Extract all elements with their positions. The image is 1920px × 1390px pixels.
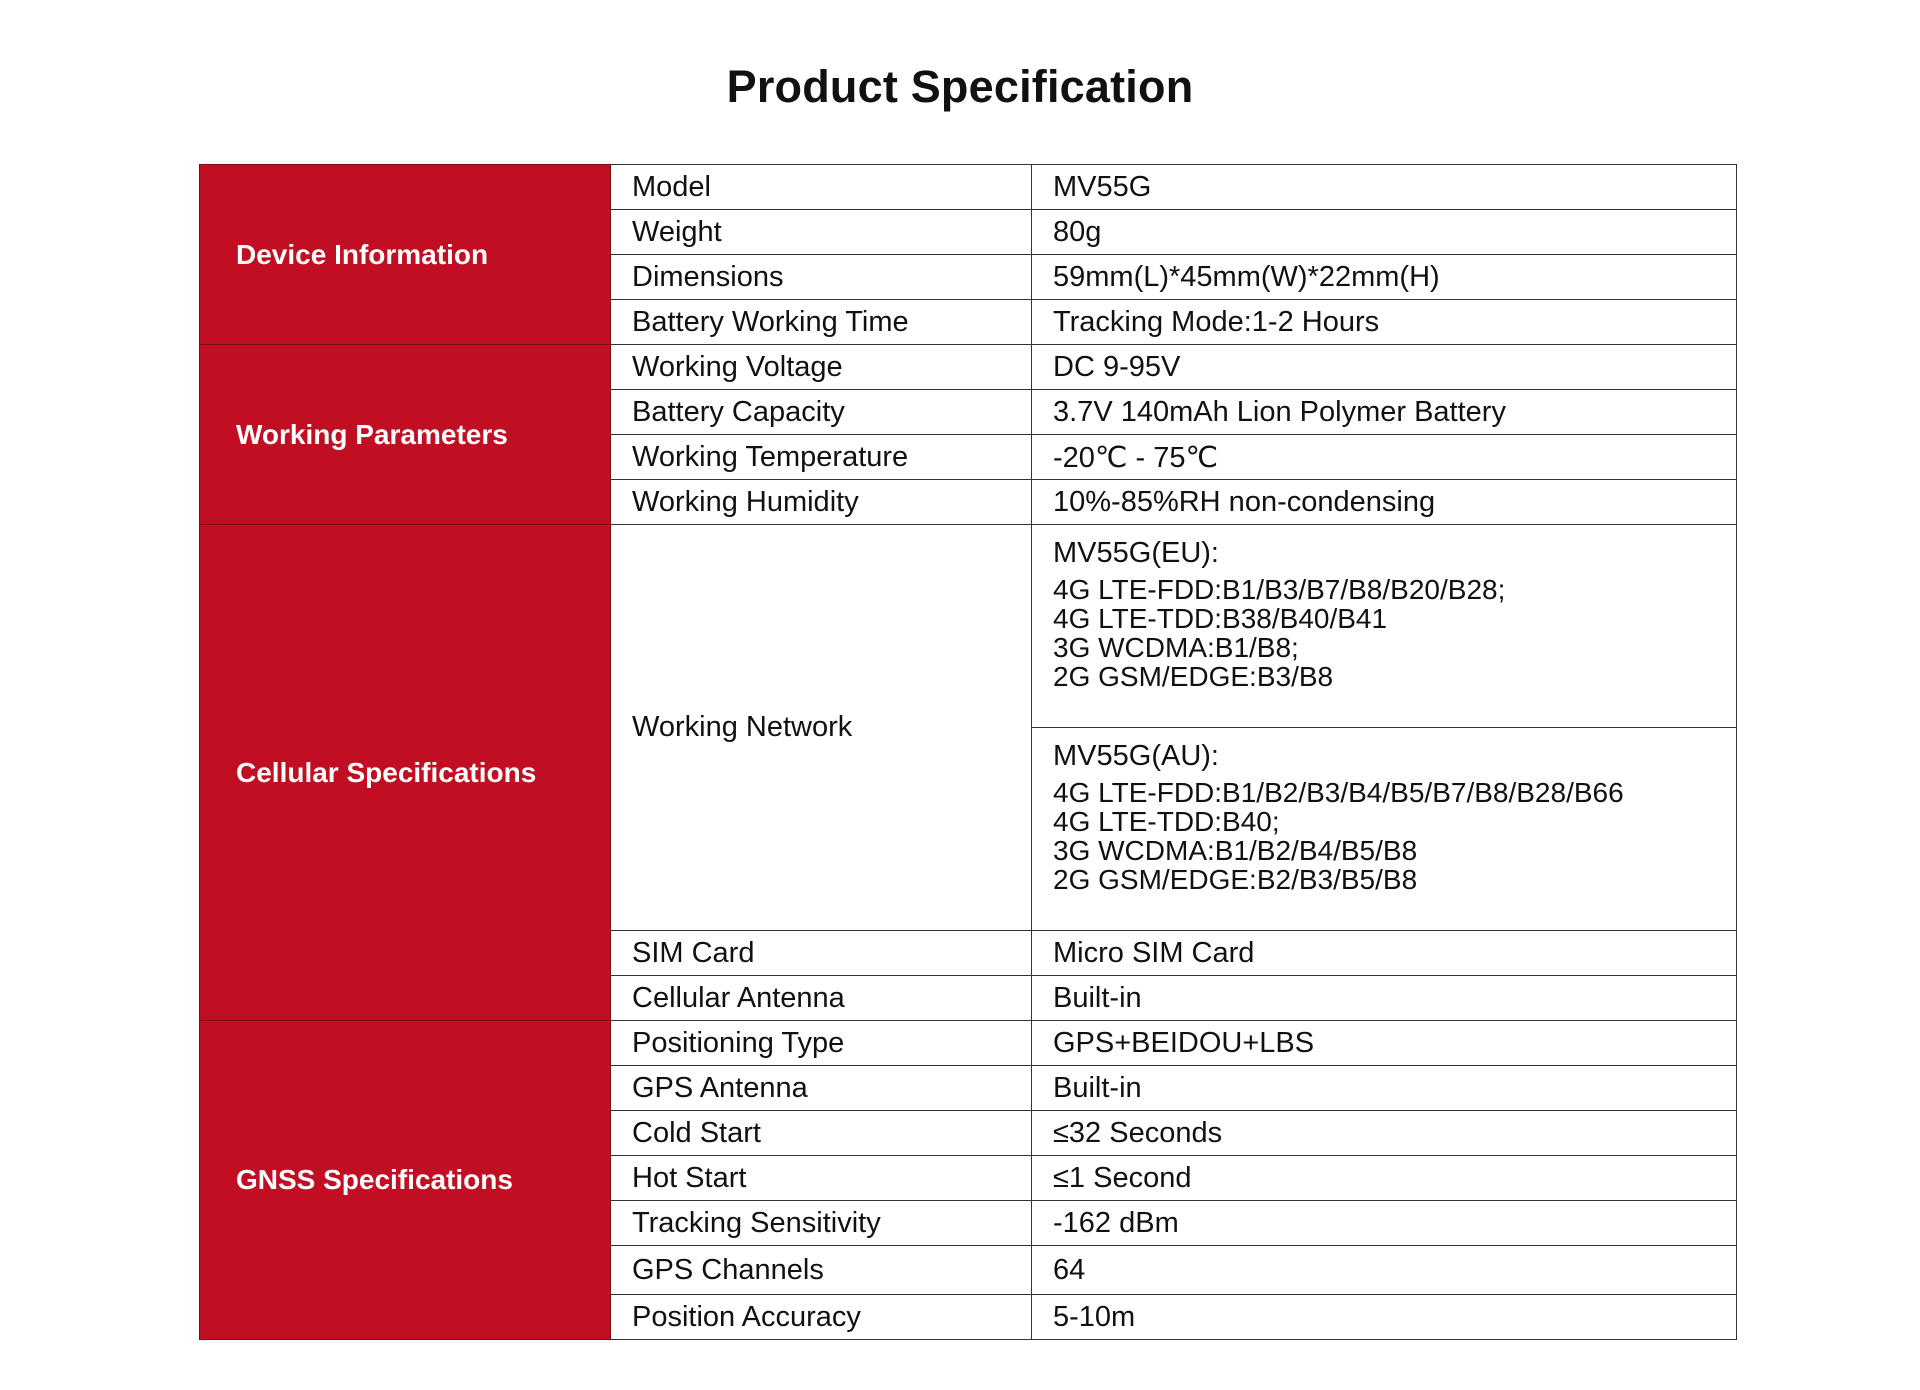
spec-label: Positioning Type — [611, 1021, 1032, 1066]
network-eu-line: 2G GSM/EDGE:B3/B8 — [1053, 661, 1334, 692]
spec-label: SIM Card — [611, 931, 1032, 976]
spec-label: Tracking Sensitivity — [611, 1201, 1032, 1246]
spec-label: Working Humidity — [611, 480, 1032, 525]
spec-label: Cellular Antenna — [611, 976, 1032, 1021]
spec-label: Battery Working Time — [611, 300, 1032, 345]
spec-value: Built-in — [1032, 1066, 1737, 1111]
network-eu-line: 4G LTE-TDD:B38/B40/B41 — [1053, 603, 1388, 634]
spec-value: GPS+BEIDOU+LBS — [1032, 1021, 1737, 1066]
network-au-heading: MV55G(AU): — [1053, 740, 1219, 772]
spec-value: -162 dBm — [1032, 1201, 1737, 1246]
network-au-line: 4G LTE-FDD:B1/B2/B3/B4/B5/B7/B8/B28/B66 — [1053, 777, 1624, 808]
spec-value: 64 — [1032, 1246, 1737, 1295]
network-eu-heading: MV55G(EU): — [1053, 537, 1219, 569]
table-row — [200, 1021, 1737, 1066]
section-cellular-specifications: Cellular Specifications — [200, 525, 611, 1021]
spec-label: Battery Capacity — [611, 390, 1032, 435]
section-working-parameters: Working Parameters — [200, 345, 611, 525]
spec-value: -20℃ - 75℃ — [1032, 435, 1737, 480]
spec-value: Micro SIM Card — [1032, 931, 1737, 976]
spec-label: Hot Start — [611, 1156, 1032, 1201]
spec-label: GPS Channels — [611, 1246, 1032, 1295]
spec-value: 59mm(L)*45mm(W)*22mm(H) — [1032, 255, 1737, 300]
spec-label-working-network: Working Network — [611, 525, 1032, 931]
spec-label: Position Accuracy — [611, 1295, 1032, 1340]
spec-label: Dimensions — [611, 255, 1032, 300]
page-title: Product Specification — [726, 61, 1194, 112]
spec-label: Working Voltage — [611, 345, 1032, 390]
section-device-information: Device Information — [200, 165, 611, 345]
spec-label: Weight — [611, 210, 1032, 255]
table-row — [200, 525, 1737, 728]
spec-value: 80g — [1032, 210, 1737, 255]
spec-value: 10%-85%RH non-condensing — [1032, 480, 1737, 525]
network-eu-line: 3G WCDMA:B1/B8; — [1053, 632, 1299, 663]
network-au-line: 2G GSM/EDGE:B2/B3/B5/B8 — [1053, 864, 1418, 895]
spec-value: MV55G — [1032, 165, 1737, 210]
network-au-cell — [1032, 728, 1737, 931]
spec-value: ≤1 Second — [1032, 1156, 1737, 1201]
spec-value: 5-10m — [1032, 1295, 1737, 1340]
spec-value: Built-in — [1032, 976, 1737, 1021]
spec-value: Tracking Mode:1-2 Hours — [1032, 300, 1737, 345]
network-eu-cell — [1032, 525, 1737, 728]
table-row — [200, 345, 1737, 390]
spec-label: Working Temperature — [611, 435, 1032, 480]
spec-table — [199, 164, 1737, 1340]
spec-label: Model — [611, 165, 1032, 210]
network-eu-line: 4G LTE-FDD:B1/B3/B7/B8/B20/B28; — [1053, 574, 1506, 605]
spec-value: DC 9-95V — [1032, 345, 1737, 390]
network-au-line: 4G LTE-TDD:B40; — [1053, 806, 1280, 837]
network-au-line: 3G WCDMA:B1/B2/B4/B5/B8 — [1053, 835, 1418, 866]
table-row — [200, 165, 1737, 210]
section-gnss-specifications: GNSS Specifications — [200, 1021, 611, 1340]
spec-value: 3.7V 140mAh Lion Polymer Battery — [1032, 390, 1737, 435]
spec-value: ≤32 Seconds — [1032, 1111, 1737, 1156]
spec-label: Cold Start — [611, 1111, 1032, 1156]
spec-label: GPS Antenna — [611, 1066, 1032, 1111]
